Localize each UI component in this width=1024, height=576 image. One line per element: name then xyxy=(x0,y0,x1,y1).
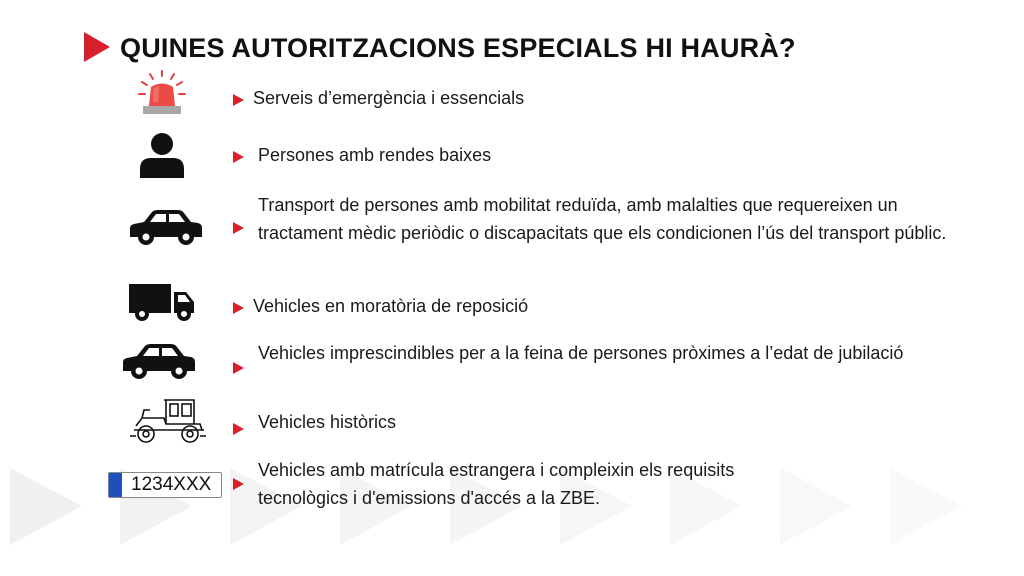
bullet-2 xyxy=(233,151,244,163)
truck-icon xyxy=(128,283,196,323)
bullet-3 xyxy=(233,222,244,234)
title-arrow-icon xyxy=(84,32,110,62)
siren-icon xyxy=(138,70,186,116)
list-item-text-6: Vehicles històrics xyxy=(258,412,397,432)
bullet-5 xyxy=(233,362,244,374)
list-item-text-1: Serveis d’emergència i essencials xyxy=(253,88,525,108)
list-item-text-7: Vehicles amb matrícula estrangera i compleixin els requisits tecnològics i d'emissions d'accés a la ZBE. xyxy=(258,460,735,508)
person-icon xyxy=(139,132,185,178)
car-icon xyxy=(121,342,197,380)
list-item-text-4: Vehicles en moratòria de reposició xyxy=(253,296,529,316)
license-plate-number: 1234XXX xyxy=(131,474,212,495)
bullet-6 xyxy=(233,423,244,435)
bullet-4 xyxy=(233,302,244,314)
list-item-text-5: Vehicles imprescindibles per a la feina de persones pròximes a l’edat de jubilació xyxy=(258,343,904,363)
eu-flag-icon xyxy=(109,473,122,497)
list-item-text-3: Transport de persones amb mobilitat reduïda, amb malalties que requereixen un tractament mèdic periòdic o discapacitats que els condicionen l’ús del transport públic. xyxy=(258,195,947,243)
page-title: QUINES AUTORITZACIONS ESPECIALS HI HAURÀ? xyxy=(120,33,796,63)
list-item-text-2: Persones amb rendes baixes xyxy=(258,145,492,165)
bullet-1 xyxy=(233,94,244,106)
license-plate-icon xyxy=(108,472,222,498)
vintage-car-icon xyxy=(128,396,208,446)
car-icon xyxy=(128,208,204,246)
bullet-7 xyxy=(233,478,244,490)
